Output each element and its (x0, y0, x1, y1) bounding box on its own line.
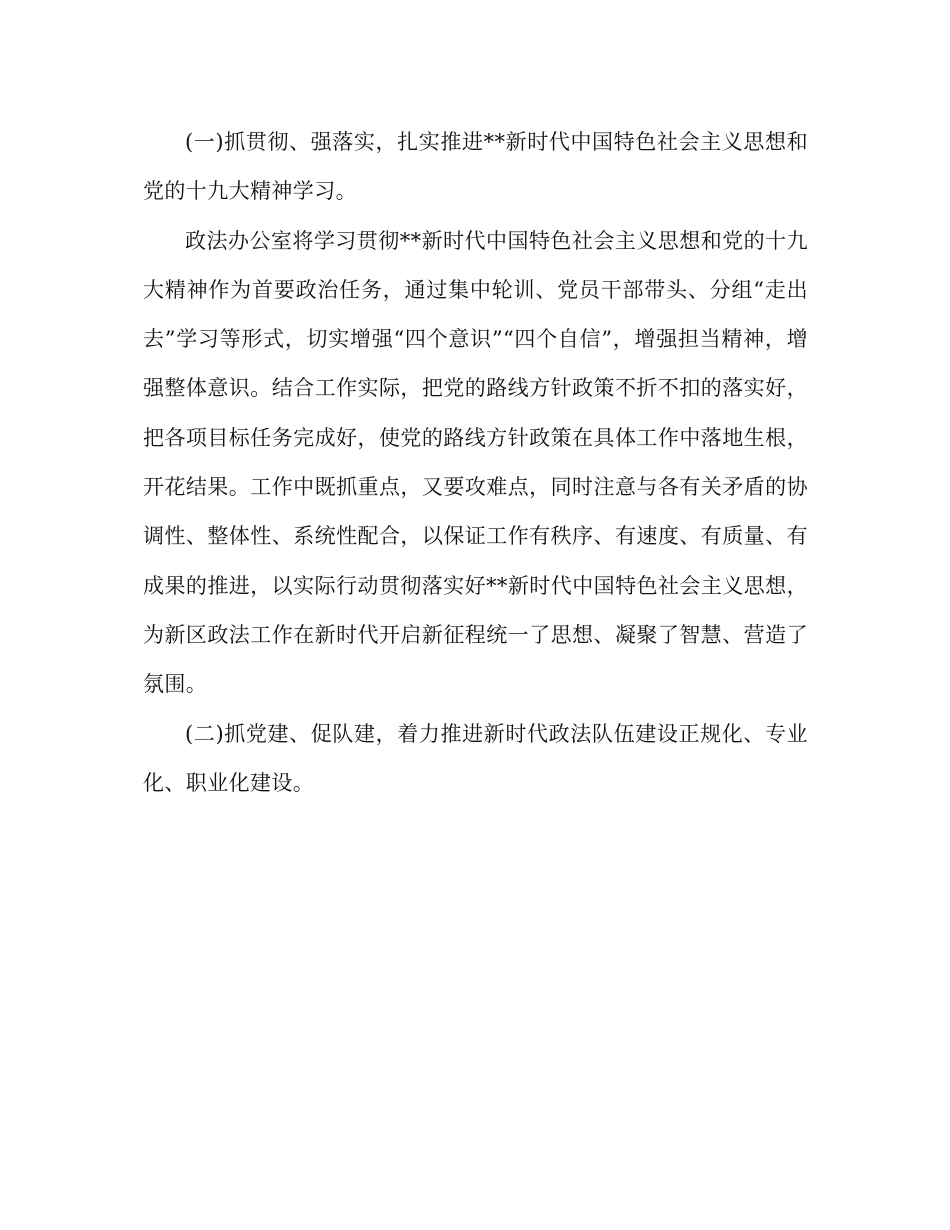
body-paragraph-1: 政法办公室将学习贯彻**新时代中国特色社会主义思想和党的十九大精神作为首要政治任务，通过集中轮训、党员干部带头、分组“走出去”学习等形式，切实增强“四个意识”“四个自信”，增强担当精神，增强整体意识。结合工作实际，把党的路线方针政策不折不扣的落实好，把各项目标任务完成好，使党的路线方针政策在具体工作中落地生根，开花结果。工作中既抓重点，又要攻难点，同时注意与各有关矛盾的协调性、整体性、系统性配合，以保证工作有秩序、有速度、有质量、有成果的推进，以实际行动贯彻落实好**新时代中国特色社会主义思想，为新区政法工作在新时代开启新征程统一了思想、凝聚了智慧、营造了氛围。 (143, 228, 808, 697)
section-heading-1: (一)抓贯彻、强落实，扎实推进**新时代中国特色社会主义思想和党的十九大精神学习。 (143, 130, 808, 204)
section-heading-2: (二)抓党建、促队建，着力推进新时代政法队伍建设正规化、专业化、职业化建设。 (143, 721, 808, 795)
document-body (143, 118, 808, 808)
